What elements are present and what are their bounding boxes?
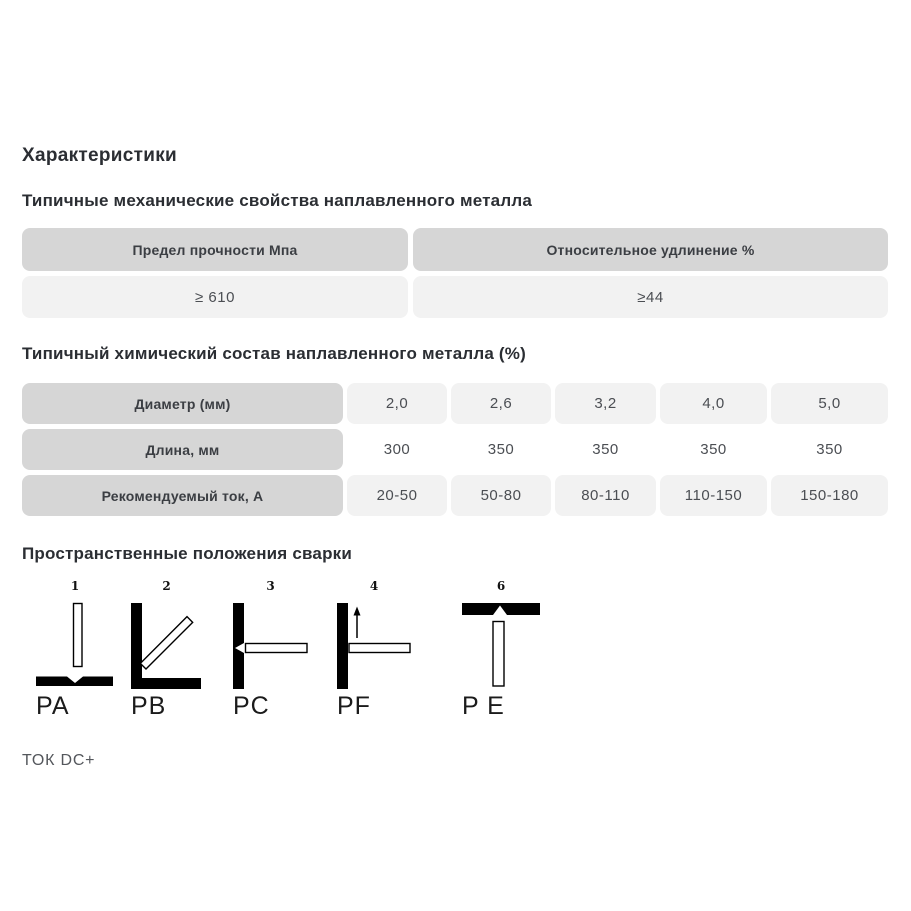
mechanical-properties-heading: Типичные механические свойства наплавленного металла — [22, 191, 532, 210]
position-number: 1 — [70, 579, 80, 593]
welding-positions-heading: Пространственные положения сварки — [22, 544, 353, 563]
diameter-value: 4,0 — [660, 383, 767, 424]
tensile-strength-value: ≥ 610 — [22, 276, 408, 318]
current-row-label: Рекомендуемый ток, А — [22, 475, 343, 516]
diameter-value: 2,6 — [451, 383, 551, 424]
overhead-position-icon — [462, 596, 540, 690]
welding-position-pb — [131, 578, 202, 718]
diameter-value: 3,2 — [555, 383, 656, 424]
current-value: 150-180 — [771, 475, 888, 516]
position-label: PB — [131, 692, 167, 720]
flat-position-icon — [36, 596, 114, 690]
diameter-row-label: Диаметр (мм) — [22, 383, 343, 424]
current-type-note: ТОК DC+ — [22, 752, 96, 769]
table-value-row — [22, 276, 888, 318]
sizes-current-table — [22, 383, 888, 521]
diameter-value: 5,0 — [771, 383, 888, 424]
position-number: 4 — [369, 579, 379, 593]
current-value: 110-150 — [660, 475, 767, 516]
page-title: Характеристики — [22, 145, 178, 166]
diameter-value: 2,0 — [347, 383, 447, 424]
current-value: 50-80 — [451, 475, 551, 516]
position-number: 3 — [266, 579, 275, 593]
current-value: 20-50 — [347, 475, 447, 516]
current-value: 80-110 — [555, 475, 656, 516]
length-value: 300 — [347, 429, 447, 470]
diameter-row — [22, 383, 888, 424]
position-number: 6 — [496, 579, 506, 593]
vertical-up-position-icon — [337, 596, 411, 690]
length-value: 350 — [555, 429, 656, 470]
mechanical-properties-table — [22, 228, 888, 323]
length-value: 350 — [451, 429, 551, 470]
length-row-label: Длина, мм — [22, 429, 343, 470]
horizontal-fillet-icon — [131, 596, 202, 690]
welding-position-pe — [462, 578, 540, 718]
welding-position-pa — [36, 578, 114, 718]
column-header-elongation: Относительное удлинение % — [413, 228, 888, 271]
current-row — [22, 475, 888, 516]
welding-position-pf — [337, 578, 411, 718]
position-label: PF — [337, 692, 371, 720]
position-number: 2 — [162, 579, 171, 593]
table-header-row — [22, 228, 888, 271]
column-header-tensile-strength: Предел прочности Мпа — [22, 228, 408, 271]
position-label: PA — [36, 692, 70, 720]
position-label: P E — [462, 692, 505, 720]
elongation-value: ≥44 — [413, 276, 888, 318]
horizontal-position-icon — [233, 596, 308, 690]
chemical-composition-heading: Типичный химический состав наплавленного металла (%) — [22, 344, 526, 363]
welding-position-pc — [233, 578, 308, 718]
position-label: PC — [233, 692, 270, 720]
length-value: 350 — [660, 429, 767, 470]
length-row — [22, 429, 888, 470]
length-value: 350 — [771, 429, 888, 470]
